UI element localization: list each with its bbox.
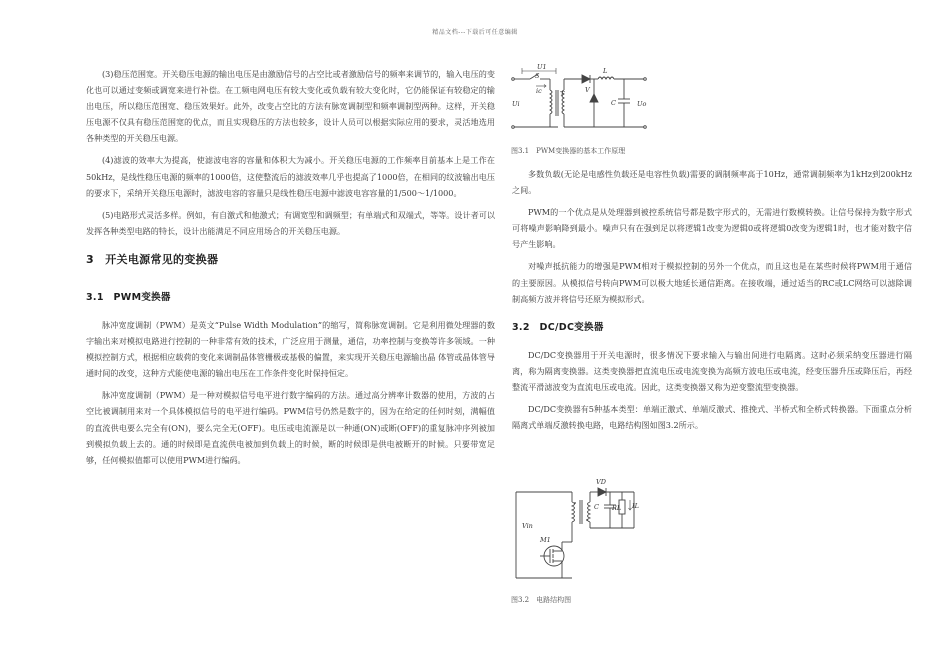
paragraph: PWM的一个优点是从处理器到被控系统信号都是数字形式的，无需进行数模转换。让信号保持为数字形式可将噪声影响降到最小。噪声只有在强到足以将逻辑1改变为逻辑0或将逻辑0改变为逻辑1时，也才能对数字信号产生影响。 <box>512 207 912 250</box>
label-t: T <box>560 90 565 98</box>
paragraph: (3)稳压范围宽。开关稳压电源的输出电压是由激励信号的占空比或者激励信号的频率来调节的，输入电压的变化也可以通过变频或调宽来进行补偿。在工频电网电压有较大变化或负载有较大变化时，它仍能保证有较稳定的输出电压，所以稳压范围宽、稳压效果好。此外，改变占空比的方法有脉宽调制型和频率调制型两种。这样，开关稳压电源不仅具有稳压范围宽的优点，而且实现稳压的方法也较多，设计人员可以根据实际应用的要求，灵活地选用各种类型的开关稳压电源。 <box>86 69 495 144</box>
section-heading: 3 开关电源常见的变换器 <box>86 252 219 266</box>
paragraph: (4)滤波的效率大为提高，使滤波电容的容量和体积大为减小。开关稳压电源的工作频率目前基本上是工作在50kHz，是线性稳压电源的频率的1000倍，这使整流后的滤波效率几乎也提高了1000倍，在相同的纹波输出电压的要求下，采纳开关稳压电源时，滤波电容的容量只是线性稳压电源中滤波电容容量的1/500～1/1000。 <box>86 155 495 198</box>
label-rl: RL <box>612 504 622 512</box>
left-column <box>86 66 495 468</box>
figure-flyback-circuit <box>512 472 642 584</box>
label-u1: U1 <box>537 63 547 71</box>
label-il: IL <box>632 502 639 510</box>
paragraph: DC/DC变换器有5种基本类型：单端正激式、单端反激式、推挽式、半桥式和全桥式转换器。下面重点分析隔离式单端反激转换电路，电路结构图如图3.2所示。 <box>512 404 912 431</box>
circuit-diagram <box>510 62 650 137</box>
paragraph: 脉冲宽度调制（PWM）是一种对模拟信号电平进行数字编码的方法。通过高分辨率计数器的使用，方波的占空比被调制用来对一个具体模拟信号的电平进行编码。PWM信号仍然是数字的，因为在给定的任何时刻，满幅值的直流供电要么完全有(ON)，要么完全无(OFF)。电压或电流源是以一种通(ON)或断(OFF)的重复脉冲序列被加到模拟负载上去的。通的时候即是直流供电被加到负载上的时候，断的时候即是供电被断开的时候。只要带宽足够，任何模拟值都可以使用PWM进行编码。 <box>86 390 495 465</box>
paragraph: (5)电路形式灵活多样。例如，有自激式和他激式；有调宽型和调频型；有单端式和双端式，等等。设计者可以发挥各种类型电路的特长，设计出能满足不同应用场合的开关稳压电源。 <box>86 209 495 236</box>
label-c: C <box>594 503 599 511</box>
label-vin: Vin <box>522 522 533 530</box>
page-header: 精品文档---下载后可任意编辑 <box>432 29 518 36</box>
circuit-diagram <box>512 472 642 584</box>
figure-caption: 图3.1 PWM变换器的基本工作原理 <box>511 147 626 155</box>
label-vd: VD <box>596 478 606 486</box>
subsection-heading: 3.2 DC/DC变换器 <box>512 321 604 333</box>
figure-caption: 图3.2 电路结构图 <box>511 596 572 604</box>
subsection-heading: 3.1 PWM变换器 <box>86 291 171 303</box>
label-l: L <box>603 67 608 75</box>
label-v: V <box>585 86 590 94</box>
paragraph: 脉冲宽度调制（PWM）是英文“Pulse Width Modulation”的缩写，简称脉宽调制。它是利用微处理器的数字输出来对模拟电路进行控制的一种非常有效的技术，广泛应用于测量，通信，功率控制与变换等许多领域。一种模拟控制方式，根据相应载荷的变化来调制晶体管栅极或基极的偏置，来实现开关稳压电源输出晶 体管或晶体管导通时间的改变，这种方式能使电源的输出电压在工作条件变化时保持恒定。 <box>86 319 495 379</box>
label-ui: Ui <box>512 100 520 108</box>
label-c: C <box>611 99 616 107</box>
label-s: S <box>535 72 540 80</box>
right-column <box>512 166 912 433</box>
label-m1: M1 <box>540 536 551 544</box>
label-uo: Uo <box>637 100 647 108</box>
label-ic: ic <box>536 87 542 95</box>
paragraph: 对噪声抵抗能力的增强是PWM相对于模拟控制的另外一个优点，而且这也是在某些时候将PWM用于通信的主要原因。从模拟信号转向PWM可以极大地延长通信距离。在接收端，通过适当的RC或LC网络可以滤除调制高频方波并将信号还原为模拟形式。 <box>512 261 912 304</box>
paragraph: DC/DC变换器用于开关电源时，很多情况下要求输入与输出间进行电隔离。这时必须采纳变压器进行隔离，称为隔离变换器。这类变换器把直流电压或电流变换为高频方波电压或电流，经变压器升压或降压后，再经整流平滑滤波变为直流电压或电流。因此，这类变换器又称为逆变整流型变换器。 <box>512 349 912 392</box>
figure-pwm-converter <box>510 62 650 137</box>
paragraph: 多数负载(无论是电感性负载还是电容性负载)需要的调制频率高于10Hz，通常调制频率为1kHz到200kHz之间。 <box>512 169 912 196</box>
